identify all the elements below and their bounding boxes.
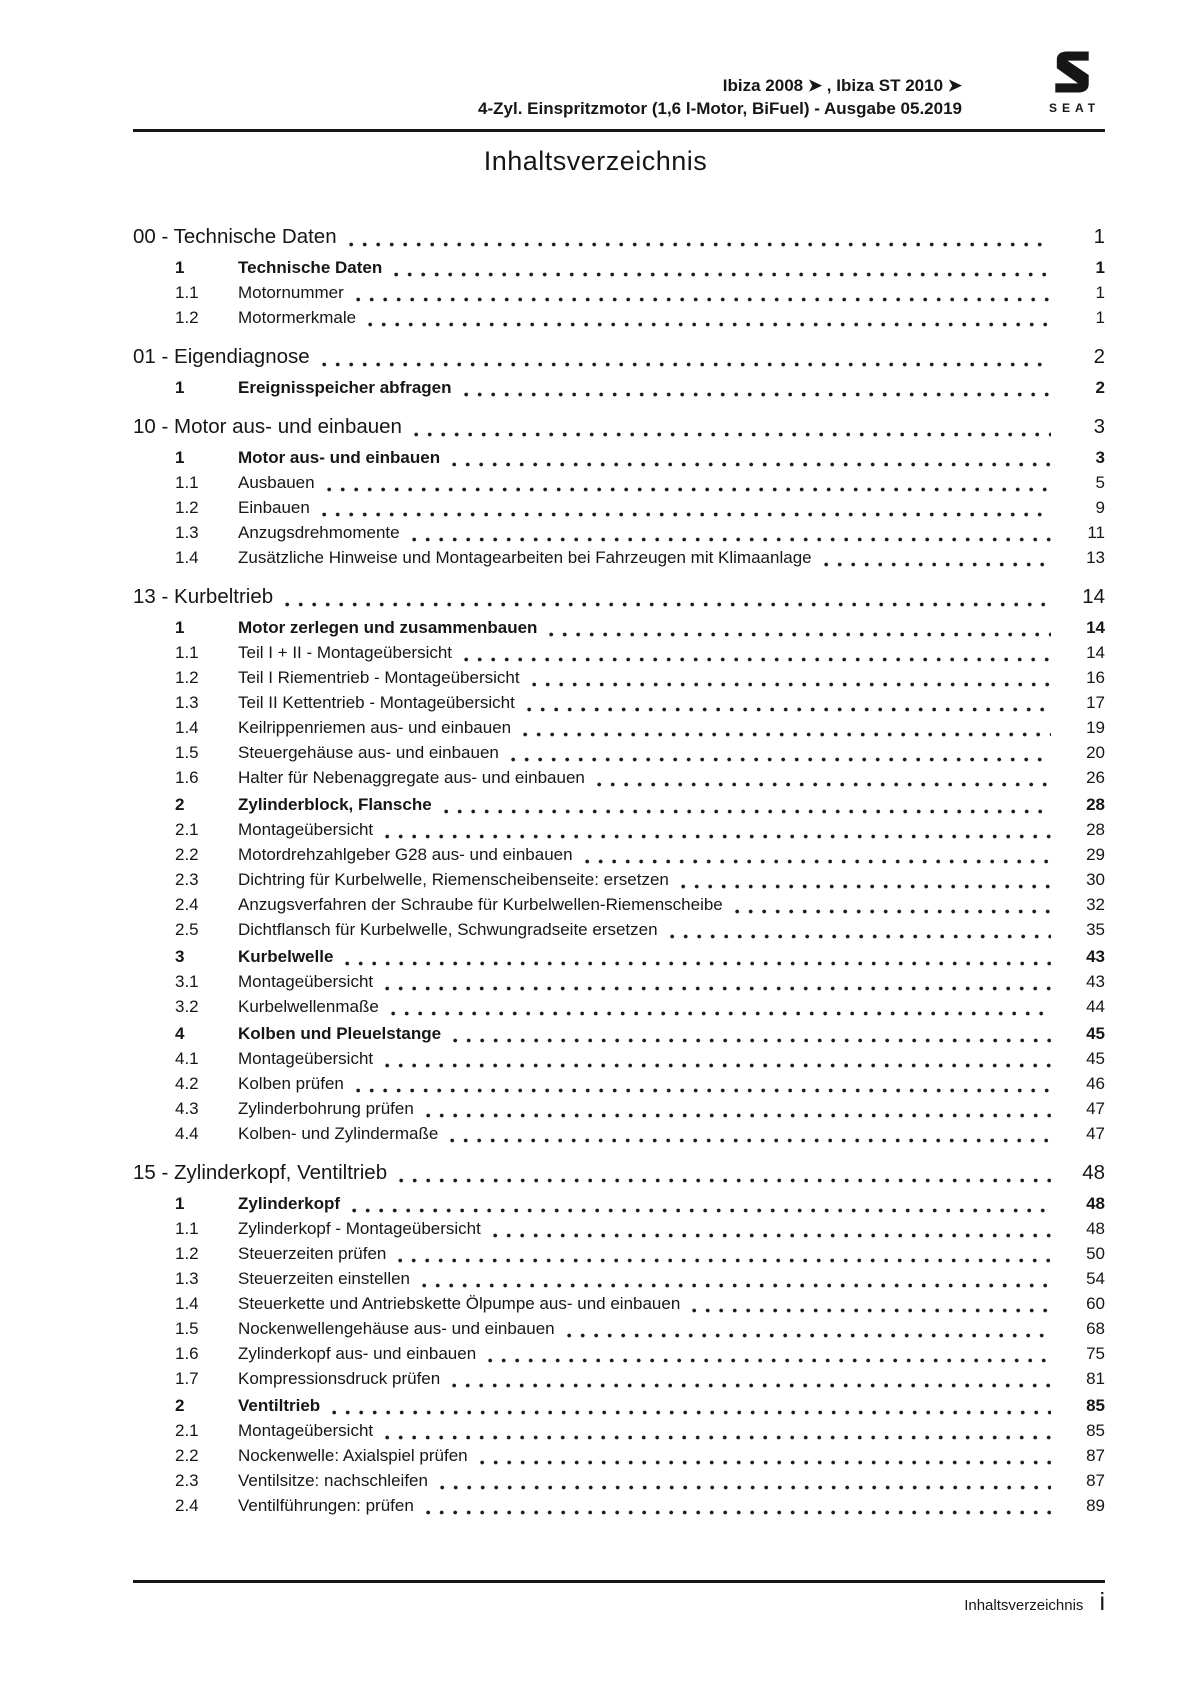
entry-title: Kurbelwelle xyxy=(238,947,334,966)
chapter-page-number: 3 xyxy=(1093,415,1105,438)
dot-leader xyxy=(385,1423,1051,1443)
chapter-label: 13 - Kurbeltrieb xyxy=(133,585,274,608)
entry-page-number: 3 xyxy=(1095,448,1105,467)
entry-title: Zylinderblock, Flansche xyxy=(238,795,432,814)
dot-leader xyxy=(385,822,1051,842)
entry-page-number: 19 xyxy=(1086,718,1105,737)
entry-title: Ereignisspeicher abfragen xyxy=(238,378,452,397)
entry-title: Technische Daten xyxy=(238,258,383,277)
entry-title: Teil I Riementrieb - Montageübersicht xyxy=(238,668,520,687)
dot-leader xyxy=(824,550,1051,570)
entry-number: 2 xyxy=(175,1396,185,1415)
dot-leader xyxy=(352,1196,1051,1216)
entry-title: Montageübersicht xyxy=(238,1049,374,1068)
dot-leader xyxy=(452,1371,1051,1391)
entry-number: 1.3 xyxy=(175,523,199,542)
entry-page-number: 87 xyxy=(1086,1446,1105,1465)
entry-page-number: 1 xyxy=(1095,258,1105,277)
chapter-entries xyxy=(133,615,1105,1146)
toc-entry-row xyxy=(133,305,1105,330)
entry-page-number: 68 xyxy=(1086,1319,1105,1338)
toc-entry-row xyxy=(133,1046,1105,1071)
toc-chapter-row xyxy=(133,583,1105,610)
toc-entry-row xyxy=(133,1241,1105,1266)
entry-page-number: 45 xyxy=(1086,1049,1105,1068)
dot-leader xyxy=(422,1271,1051,1291)
toc-chapter-row xyxy=(133,1159,1105,1186)
footer-page-number: i xyxy=(1099,1588,1105,1616)
toc-entry-row xyxy=(133,792,1105,817)
toc-entry-row xyxy=(133,1291,1105,1316)
entry-number: 1 xyxy=(175,448,185,467)
dot-leader xyxy=(426,1498,1051,1518)
dot-leader xyxy=(322,349,1051,370)
chapter-label: 01 - Eigendiagnose xyxy=(133,345,310,368)
entry-page-number: 28 xyxy=(1086,795,1105,814)
footer-label: Inhaltsverzeichnis xyxy=(964,1597,1084,1614)
entry-page-number: 26 xyxy=(1086,768,1105,787)
toc-entry-row xyxy=(133,690,1105,715)
entry-page-number: 14 xyxy=(1086,643,1105,662)
entry-number: 3.1 xyxy=(175,972,199,991)
toc-section xyxy=(133,223,1105,330)
dot-leader xyxy=(452,450,1051,470)
entry-title: Montageübersicht xyxy=(238,820,374,839)
entry-page-number: 85 xyxy=(1086,1396,1105,1415)
entry-title: Einbauen xyxy=(238,498,310,517)
entry-page-number: 28 xyxy=(1086,820,1105,839)
entry-title: Zylinderkopf xyxy=(238,1194,341,1213)
dot-leader xyxy=(681,872,1051,892)
entry-title: Kolben und Pleuelstange xyxy=(238,1024,442,1043)
entry-number: 1.3 xyxy=(175,693,199,712)
entry-title: Teil II Kettentrieb - Montageübersicht xyxy=(238,693,515,712)
entry-title: Zylinderkopf - Montageübersicht xyxy=(238,1219,481,1238)
entry-page-number: 45 xyxy=(1086,1024,1105,1043)
entry-title: Montageübersicht xyxy=(238,1421,374,1440)
entry-number: 2 xyxy=(175,795,185,814)
entry-number: 2.5 xyxy=(175,920,199,939)
entry-number: 2.2 xyxy=(175,845,199,864)
toc-chapter-row xyxy=(133,223,1105,250)
dot-leader xyxy=(532,670,1051,690)
entry-page-number: 43 xyxy=(1086,972,1105,991)
entry-title: Halter für Nebenaggregate aus- und einbauen xyxy=(238,768,585,787)
entry-page-number: 1 xyxy=(1095,308,1105,327)
entry-number: 4.3 xyxy=(175,1099,199,1118)
entry-page-number: 29 xyxy=(1086,845,1105,864)
entry-title: Motordrehzahlgeber G28 aus- und einbauen xyxy=(238,845,573,864)
toc-entry-row xyxy=(133,817,1105,842)
dot-leader xyxy=(692,1296,1051,1316)
entry-title: Ventilführungen: prüfen xyxy=(238,1496,414,1515)
entry-page-number: 87 xyxy=(1086,1471,1105,1490)
dot-leader xyxy=(426,1101,1051,1121)
toc-entry-row xyxy=(133,280,1105,305)
dot-leader xyxy=(453,1026,1051,1046)
toc-entry-row xyxy=(133,1468,1105,1493)
toc-entry-row xyxy=(133,1121,1105,1146)
entry-number: 1.1 xyxy=(175,1219,199,1238)
entry-page-number: 60 xyxy=(1086,1294,1105,1313)
dot-leader xyxy=(549,620,1051,640)
toc-entry-row xyxy=(133,1418,1105,1443)
entry-page-number: 89 xyxy=(1086,1496,1105,1515)
dot-leader xyxy=(464,645,1051,665)
dot-leader xyxy=(414,419,1051,440)
page-header xyxy=(133,74,962,120)
toc-entry-row xyxy=(133,1316,1105,1341)
entry-number: 1.2 xyxy=(175,668,199,687)
entry-page-number: 17 xyxy=(1086,693,1105,712)
chapter-label: 10 - Motor aus- und einbauen xyxy=(133,415,402,438)
entry-number: 1 xyxy=(175,618,185,637)
dot-leader xyxy=(391,999,1051,1019)
entry-page-number: 48 xyxy=(1086,1194,1105,1213)
entry-number: 4 xyxy=(175,1024,185,1043)
toc-entry-row xyxy=(133,640,1105,665)
entry-number: 2.1 xyxy=(175,1421,199,1440)
table-of-contents xyxy=(133,210,1105,1518)
dot-leader xyxy=(464,380,1051,400)
toc-entry-row xyxy=(133,520,1105,545)
header-divider xyxy=(133,129,1105,132)
dot-leader xyxy=(585,847,1051,867)
entry-title: Steuerkette und Antriebskette Ölpumpe aus- und einbauen xyxy=(238,1294,681,1313)
dot-leader xyxy=(412,525,1051,545)
entry-number: 2.3 xyxy=(175,870,199,889)
entry-number: 4.2 xyxy=(175,1074,199,1093)
toc-section xyxy=(133,413,1105,570)
brand-wordmark: SEAT xyxy=(1048,101,1101,115)
toc-entry-row xyxy=(133,944,1105,969)
entry-page-number: 1 xyxy=(1095,283,1105,302)
entry-page-number: 47 xyxy=(1086,1124,1105,1143)
chapter-entries xyxy=(133,445,1105,570)
dot-leader xyxy=(345,949,1051,969)
entry-number: 1.5 xyxy=(175,1319,199,1338)
entry-title: Zylinderkopf aus- und einbauen xyxy=(238,1344,477,1363)
entry-page-number: 30 xyxy=(1086,870,1105,889)
toc-entry-row xyxy=(133,255,1105,280)
dot-leader xyxy=(285,589,1051,610)
toc-entry-row xyxy=(133,1071,1105,1096)
toc-entry-row xyxy=(133,892,1105,917)
toc-entry-row xyxy=(133,740,1105,765)
entry-page-number: 47 xyxy=(1086,1099,1105,1118)
toc-chapter-row xyxy=(133,343,1105,370)
chapter-entries xyxy=(133,375,1105,400)
dot-leader xyxy=(385,1051,1051,1071)
toc-chapter-row xyxy=(133,413,1105,440)
toc-entry-row xyxy=(133,470,1105,495)
toc-entry-row xyxy=(133,495,1105,520)
entry-number: 1.5 xyxy=(175,743,199,762)
entry-page-number: 16 xyxy=(1086,668,1105,687)
toc-entry-row xyxy=(133,867,1105,892)
seat-s-logo-icon xyxy=(1039,50,1105,99)
entry-number: 1.2 xyxy=(175,1244,199,1263)
chapter-entries xyxy=(133,255,1105,330)
entry-title: Kurbelwellenmaße xyxy=(238,997,379,1016)
dot-leader xyxy=(368,310,1051,330)
header-model-line: Ibiza 2008 ➤ , Ibiza ST 2010 ➤ xyxy=(722,76,962,95)
entry-page-number: 44 xyxy=(1086,997,1105,1016)
entry-number: 4.4 xyxy=(175,1124,199,1143)
chapter-page-number: 14 xyxy=(1082,585,1105,608)
dot-leader xyxy=(356,285,1051,305)
toc-entry-row xyxy=(133,1021,1105,1046)
dot-leader xyxy=(450,1126,1051,1146)
page-footer xyxy=(964,1588,1105,1617)
entry-page-number: 32 xyxy=(1086,895,1105,914)
entry-title: Motornummer xyxy=(238,283,344,302)
toc-entry-row xyxy=(133,1443,1105,1468)
dot-leader xyxy=(394,260,1051,280)
entry-page-number: 75 xyxy=(1086,1344,1105,1363)
toc-entry-row xyxy=(133,917,1105,942)
dot-leader xyxy=(349,229,1051,250)
toc-entry-row xyxy=(133,765,1105,790)
dot-leader xyxy=(399,1165,1051,1186)
toc-entry-row xyxy=(133,969,1105,994)
toc-entry-row xyxy=(133,1216,1105,1241)
dot-leader xyxy=(356,1076,1051,1096)
entry-page-number: 14 xyxy=(1086,618,1105,637)
footer-divider xyxy=(133,1580,1105,1583)
entry-title: Nockenwellengehäuse aus- und einbauen xyxy=(238,1319,555,1338)
entry-page-number: 54 xyxy=(1086,1269,1105,1288)
header-edition-line: 4-Zyl. Einspritzmotor (1,6 l-Motor, BiFuel) - Ausgabe 05.2019 xyxy=(478,99,962,118)
dot-leader xyxy=(385,974,1051,994)
toc-entry-row xyxy=(133,375,1105,400)
entry-title: Ventilsitze: nachschleifen xyxy=(238,1471,428,1490)
toc-entry-row xyxy=(133,1096,1105,1121)
entry-number: 1.4 xyxy=(175,548,199,567)
toc-entry-row xyxy=(133,715,1105,740)
toc-entry-row xyxy=(133,1393,1105,1418)
entry-title: Nockenwelle: Axialspiel prüfen xyxy=(238,1446,468,1465)
entry-title: Ventiltrieb xyxy=(238,1396,321,1415)
toc-section xyxy=(133,343,1105,400)
toc-entry-row xyxy=(133,545,1105,570)
entry-page-number: 85 xyxy=(1086,1421,1105,1440)
entry-number: 4.1 xyxy=(175,1049,199,1068)
entry-number: 1.7 xyxy=(175,1369,199,1388)
entry-title: Kolben prüfen xyxy=(238,1074,344,1093)
dot-leader xyxy=(597,770,1051,790)
entry-title: Kompressionsdruck prüfen xyxy=(238,1369,441,1388)
dot-leader xyxy=(444,797,1051,817)
toc-entry-row xyxy=(133,1191,1105,1216)
entry-title: Keilrippenriemen aus- und einbauen xyxy=(238,718,512,737)
toc-entry-row xyxy=(133,615,1105,640)
toc-entry-row xyxy=(133,1341,1105,1366)
entry-page-number: 11 xyxy=(1087,523,1105,542)
entry-number: 1.6 xyxy=(175,768,199,787)
entry-number: 1.2 xyxy=(175,498,199,517)
entry-number: 2.2 xyxy=(175,1446,199,1465)
entry-number: 1.4 xyxy=(175,718,199,737)
chapter-entries xyxy=(133,1191,1105,1518)
entry-number: 2.4 xyxy=(175,1496,199,1515)
dot-leader xyxy=(332,1398,1051,1418)
brand-block xyxy=(1039,50,1105,115)
toc-entry-row xyxy=(133,1366,1105,1391)
entry-number: 2.3 xyxy=(175,1471,199,1490)
dot-leader xyxy=(440,1473,1051,1493)
entry-page-number: 20 xyxy=(1086,743,1105,762)
entry-number: 2.1 xyxy=(175,820,199,839)
entry-title: Anzugsverfahren der Schraube für Kurbelwellen-Riemenscheibe xyxy=(238,895,723,914)
dot-leader xyxy=(322,500,1051,520)
entry-title: Teil I + II - Montageübersicht xyxy=(238,643,453,662)
dot-leader xyxy=(480,1448,1051,1468)
dot-leader xyxy=(670,922,1051,942)
entry-page-number: 35 xyxy=(1086,920,1105,939)
entry-title: Steuergehäuse aus- und einbauen xyxy=(238,743,499,762)
entry-number: 1 xyxy=(175,258,185,277)
toc-entry-row xyxy=(133,445,1105,470)
entry-number: 3.2 xyxy=(175,997,199,1016)
entry-number: 1.3 xyxy=(175,1269,199,1288)
toc-section xyxy=(133,583,1105,1146)
dot-leader xyxy=(488,1346,1051,1366)
dot-leader xyxy=(327,475,1051,495)
entry-number: 1.1 xyxy=(175,473,199,492)
entry-title: Dichtring für Kurbelwelle, Riemenscheibenseite: ersetzen xyxy=(238,870,669,889)
entry-number: 1.4 xyxy=(175,1294,199,1313)
dot-leader xyxy=(567,1321,1051,1341)
entry-page-number: 48 xyxy=(1086,1219,1105,1238)
entry-title: Ausbauen xyxy=(238,473,315,492)
chapter-label: 00 - Technische Daten xyxy=(133,225,337,248)
entry-number: 1 xyxy=(175,378,185,397)
entry-page-number: 81 xyxy=(1086,1369,1105,1388)
page-title: Inhaltsverzeichnis xyxy=(483,146,708,176)
dot-leader xyxy=(523,720,1051,740)
chapter-page-number: 1 xyxy=(1093,225,1105,248)
entry-number: 1.1 xyxy=(175,283,199,302)
entry-number: 1.1 xyxy=(175,643,199,662)
dot-leader xyxy=(527,695,1051,715)
entry-page-number: 13 xyxy=(1086,548,1105,567)
dot-leader xyxy=(511,745,1051,765)
dot-leader xyxy=(493,1221,1051,1241)
entry-title: Motor zerlegen und zusammenbauen xyxy=(238,618,538,637)
entry-title: Kolben- und Zylindermaße xyxy=(238,1124,439,1143)
entry-title: Zusätzliche Hinweise und Montagearbeiten bei Fahrzeugen mit Klimaanlage xyxy=(238,548,812,567)
entry-title: Anzugsdrehmomente xyxy=(238,523,400,542)
entry-page-number: 43 xyxy=(1086,947,1105,966)
toc-entry-row xyxy=(133,994,1105,1019)
entry-page-number: 9 xyxy=(1095,498,1105,517)
chapter-label: 15 - Zylinderkopf, Ventiltrieb xyxy=(133,1161,388,1184)
entry-title: Zylinderbohrung prüfen xyxy=(238,1099,414,1118)
chapter-page-number: 48 xyxy=(1082,1161,1105,1184)
entry-title: Dichtflansch für Kurbelwelle, Schwungradseite ersetzen xyxy=(238,920,658,939)
entry-number: 3 xyxy=(175,947,185,966)
entry-title: Motor aus- und einbauen xyxy=(238,448,441,467)
entry-title: Montageübersicht xyxy=(238,972,374,991)
toc-entry-row xyxy=(133,665,1105,690)
toc-entry-row xyxy=(133,1266,1105,1291)
entry-page-number: 50 xyxy=(1086,1244,1105,1263)
toc-entry-row xyxy=(133,1493,1105,1518)
entry-number: 1.2 xyxy=(175,308,199,327)
entry-number: 2.4 xyxy=(175,895,199,914)
entry-page-number: 5 xyxy=(1095,473,1105,492)
chapter-page-number: 2 xyxy=(1093,345,1105,368)
entry-page-number: 2 xyxy=(1095,378,1105,397)
entry-number: 1 xyxy=(175,1194,185,1213)
toc-entry-row xyxy=(133,842,1105,867)
dot-leader xyxy=(398,1246,1051,1266)
entry-title: Steuerzeiten einstellen xyxy=(238,1269,411,1288)
toc-section xyxy=(133,1159,1105,1518)
entry-title: Steuerzeiten prüfen xyxy=(238,1244,387,1263)
dot-leader xyxy=(735,897,1051,917)
entry-title: Motormerkmale xyxy=(238,308,357,327)
entry-page-number: 46 xyxy=(1086,1074,1105,1093)
entry-number: 1.6 xyxy=(175,1344,199,1363)
